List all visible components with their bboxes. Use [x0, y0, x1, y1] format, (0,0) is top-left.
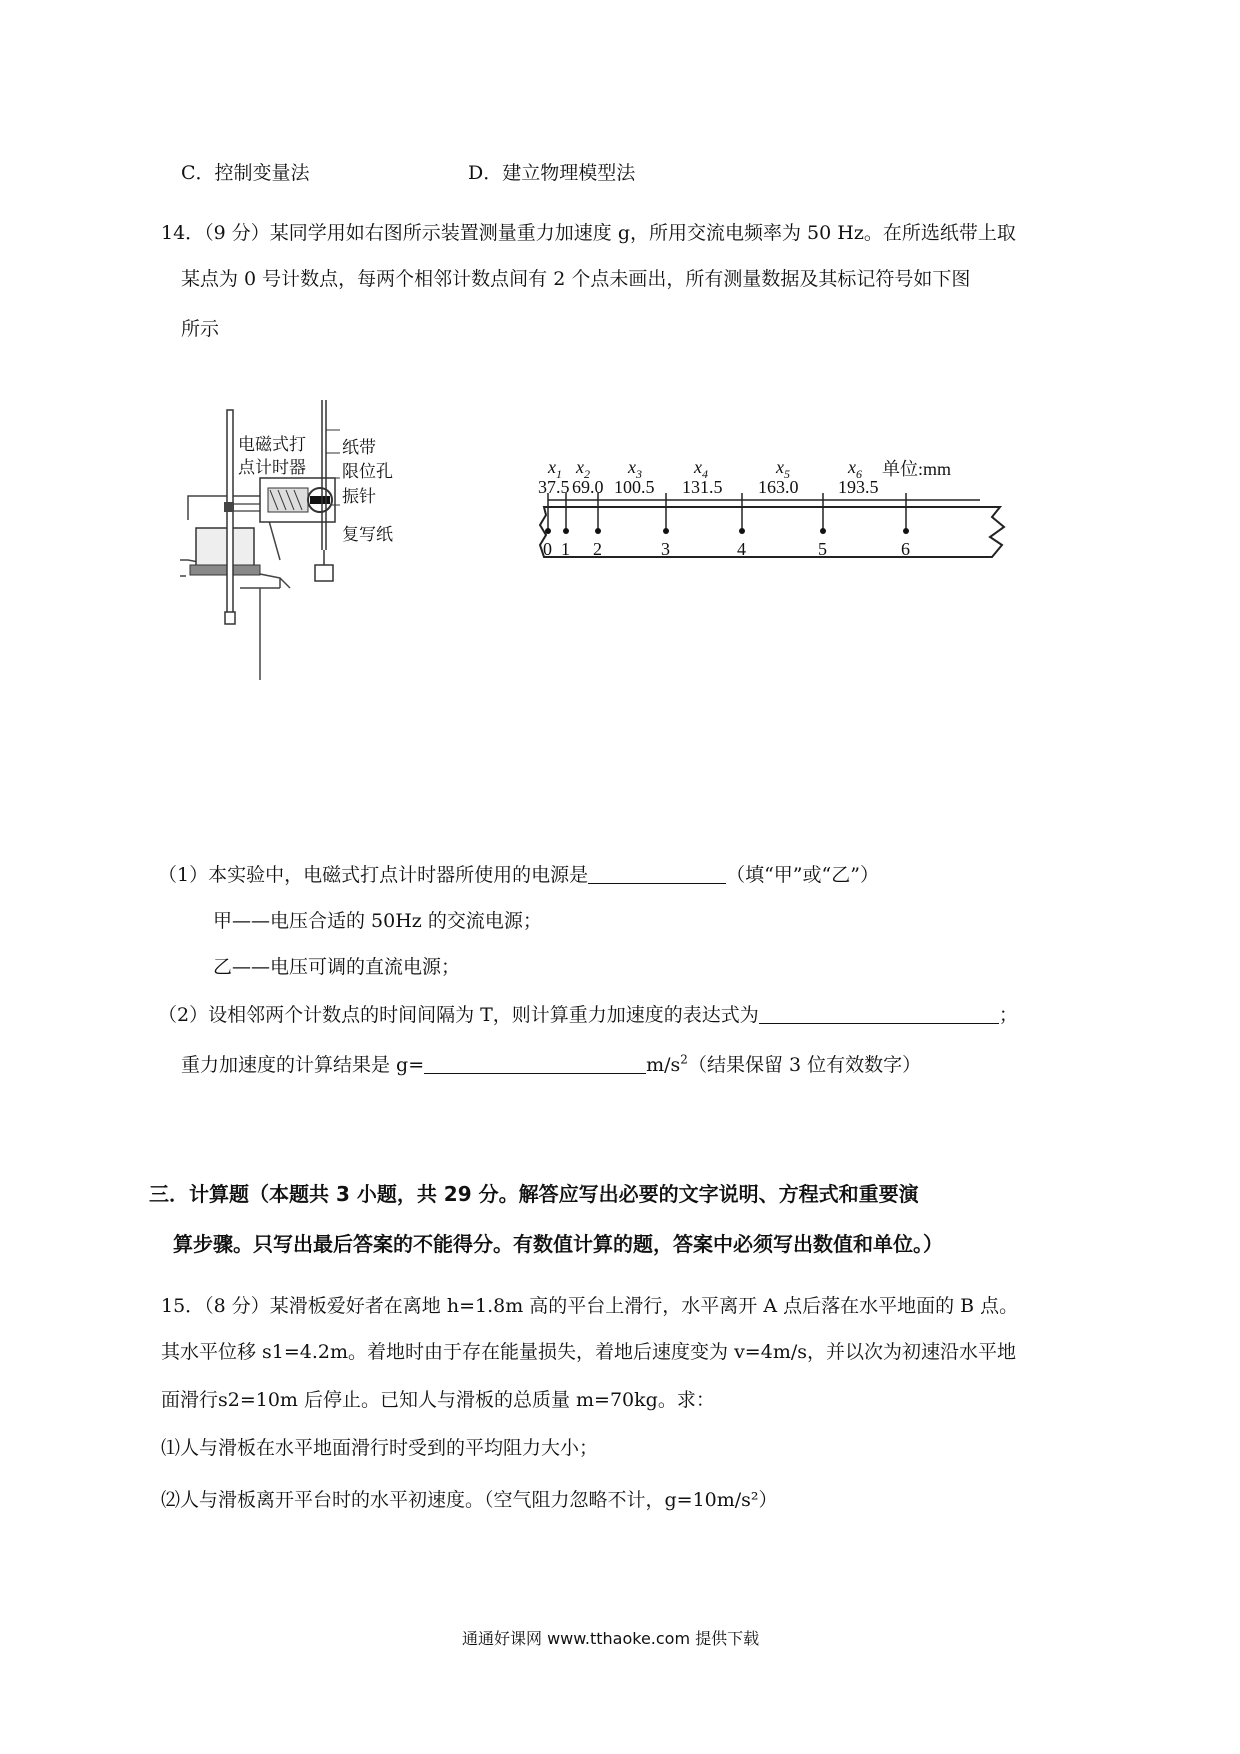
point-label: 4: [737, 539, 746, 559]
point-label: 0: [543, 539, 552, 559]
q15-line1: 15．（8 分）某滑板爱好者在离地 h=1.8m 高的平台上滑行，水平离开 A 点后落在水平地面的 B 点。: [161, 1295, 1019, 1317]
answer-blank-2[interactable]: [759, 1003, 999, 1024]
q14-sub2b-unit: m/s: [646, 1054, 681, 1076]
q14-sub2-prefix: （2）设相邻两个计数点的时间间隔为 T，则计算重力加速度的表达式为: [158, 1004, 759, 1026]
label-hole: 限位孔: [342, 462, 393, 481]
point-label: 3: [661, 539, 670, 559]
segment-value: 193.5: [838, 477, 879, 497]
segment-value: 100.5: [614, 477, 655, 497]
tape-point: [820, 528, 826, 534]
section3-heading-line2: 算步骤。只写出最后答案的不能得分。有数值计算的题，答案中必须写出数值和单位。）: [173, 1232, 943, 1256]
q15-line2: 其水平位移 s1=4.2m。着地时由于存在能量损失，着地后速度变为 v=4m/s，并以次为初速沿水平地: [161, 1341, 1016, 1363]
segment-value: 37.5: [538, 477, 570, 497]
option-d: D．建立物理模型法: [468, 162, 636, 184]
tape-point: [545, 528, 551, 534]
option-yi: 乙——电压可调的直流电源；: [213, 956, 461, 978]
footer-text: 通通好课网 www.tthaoke.com 提供下载: [462, 1629, 760, 1648]
q14-line1: 14．（9 分）某同学用如右图所示装置测量重力加速度 g，所用交流电频率为 50 Hz。在所选纸带上取: [161, 222, 1016, 244]
point-label: 2: [593, 539, 602, 559]
point-label: 5: [818, 539, 827, 559]
section3-heading-line1: 三．计算题（本题共 3 小题，共 29 分。解答应写出必要的文字说明、方程式和重要演: [149, 1182, 919, 1206]
q14-sub1-prefix: （1）本实验中，电磁式打点计时器所使用的电源是: [158, 864, 589, 886]
tape-diagram: [530, 445, 1010, 575]
q15-line3: 面滑行s2=10m 后停止。已知人与滑板的总质量 m=70kg。求：: [161, 1389, 715, 1411]
x-label: $x_3$: [628, 457, 642, 481]
q15-part1: ⑴人与滑板在水平地面滑行时受到的平均阻力大小；: [161, 1437, 599, 1459]
q14-line3: 所示: [181, 318, 220, 340]
q15-part2: ⑵人与滑板离开平台时的水平初速度。（空气阻力忽略不计，g=10m/s²）: [161, 1489, 778, 1511]
q14-sub1: [158, 863, 879, 887]
x-label: $x_6$: [848, 457, 862, 481]
point-label: 6: [901, 539, 910, 559]
segment-value: 131.5: [682, 477, 723, 497]
q14-sub2b-suffix: （结果保留 3 位有效数字）: [687, 1054, 922, 1076]
answer-blank-1[interactable]: [588, 863, 726, 884]
tape-point: [563, 528, 569, 534]
point-label: 1: [561, 539, 570, 559]
option-jia: 甲——电压合适的 50Hz 的交流电源；: [213, 910, 542, 932]
q14-sub2: [158, 1003, 1018, 1027]
answer-blank-3[interactable]: [424, 1053, 646, 1074]
apparatus-figure: [180, 400, 410, 685]
x-label: $x_2$: [576, 457, 590, 481]
tape-point: [595, 528, 601, 534]
x-label: $x_1$: [548, 457, 562, 481]
q14-sub2-suffix: ；: [998, 1004, 1018, 1026]
label-carbon: 复写纸: [342, 525, 393, 544]
q14-sub2b-prefix: 重力加速度的计算结果是 g=: [181, 1054, 425, 1076]
tape-point: [663, 528, 669, 534]
label-timer-1: 电磁式打: [238, 435, 306, 454]
q14-line2: 某点为 0 号计数点，每两个相邻计数点间有 2 个点未画出，所有测量数据及其标记符号如下图: [181, 268, 971, 290]
q14-sub2b: 重力加速度的计算结果是 $g= m/s^2$（结果保留 3 位有效数字）: [181, 1052, 922, 1076]
tape-point: [739, 528, 745, 534]
tape-point: [903, 528, 909, 534]
segment-value: 163.0: [758, 477, 799, 497]
unit-label: 单位:mm: [882, 459, 952, 479]
label-timer-2: 点计时器: [238, 458, 306, 477]
option-c: C．控制变量法: [181, 162, 310, 184]
label-tape: 纸带: [342, 438, 376, 457]
label-needle: 振针: [342, 487, 376, 506]
x-label: $x_4$: [694, 457, 708, 481]
segment-value: 69.0: [572, 477, 604, 497]
q14-sub1-suffix: （填“甲”或“乙”）: [726, 864, 879, 886]
x-label: $x_5$: [776, 457, 790, 481]
